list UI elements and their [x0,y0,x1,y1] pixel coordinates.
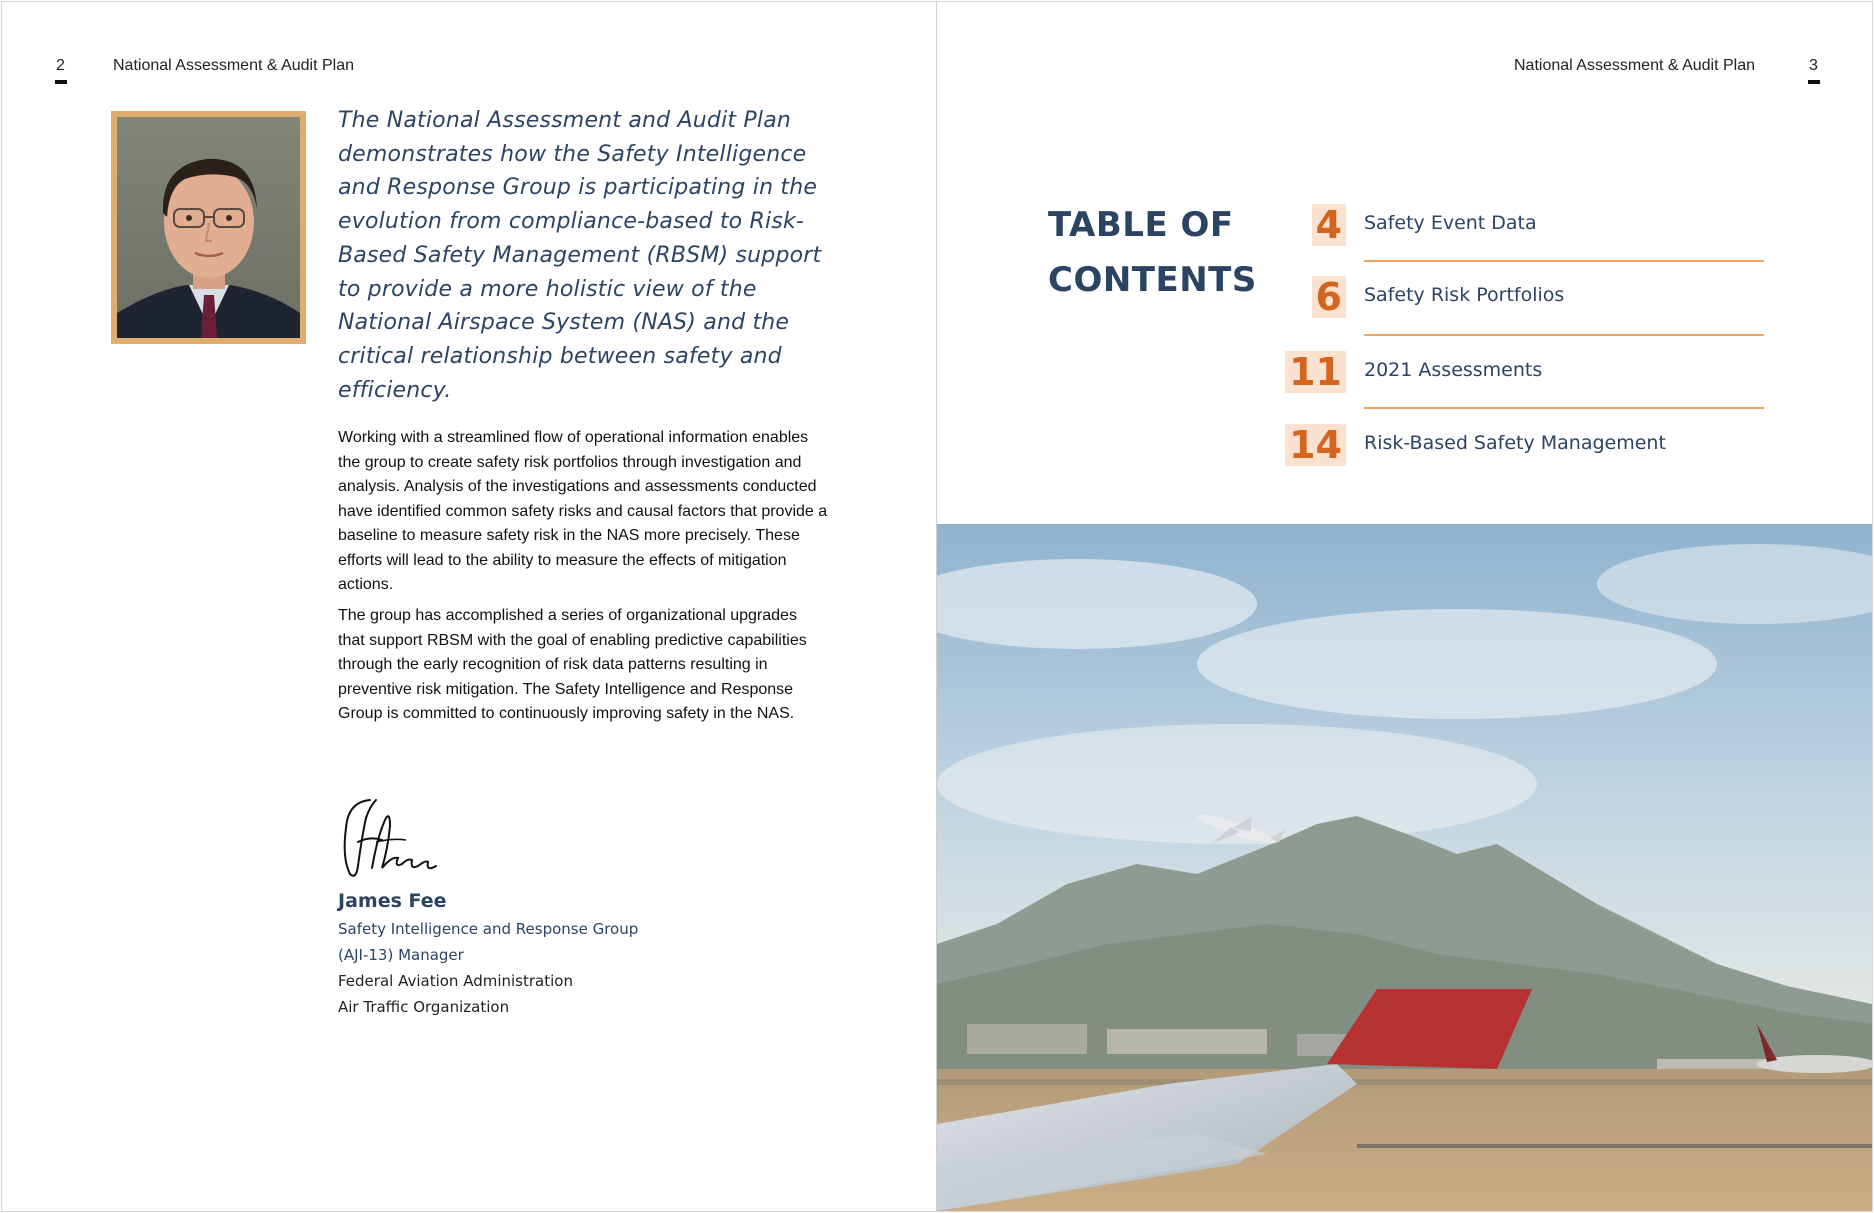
toc-divider [1364,407,1764,409]
left-page [1,1,937,1212]
body-paragraph-1: Working with a streamlined flow of operational information enables the group to create safety risk portfolios through investigation and analysis. Analysis of the investigations and assessments conducted have identified common safety risks and causal factors that provide a baseline to measure safety risk in the NAS more precisely. These efforts will lead to the ability to measure the effects of mitigation actions. [338,429,828,593]
signatory-title-2: (AJI-13) Manager [338,946,464,964]
toc-label: Risk-Based Safety Management [1364,432,1666,454]
portrait-photo [117,117,300,338]
toc-item-2021-assessments[interactable] [1290,351,1764,411]
toc-title-line-1: TABLE OF [1048,205,1234,245]
folio-mark-right [1808,80,1820,84]
right-page [937,1,1873,1212]
running-head-right: National Assessment & Audit Plan [1514,57,1756,74]
page-number-right: 3 [1809,57,1818,74]
toc-page-number: 6 [1312,276,1346,318]
signatory-title-1: Safety Intelligence and Response Group [338,920,639,938]
toc-divider [1364,334,1764,336]
toc-item-risk-based-safety-management[interactable] [1290,424,1764,484]
signatory-org-2: Air Traffic Organization [338,998,510,1016]
body-paragraph-2: The group has accomplished a series of organizational upgrades that support RBSM with the goal of enabling predictive capabilities through the early recognition of risk data patterns resulting in preventive risk mitigation. The Safety Intelligence and Response Group is committed to continuously improving safety in the NAS. [338,607,807,722]
toc-divider [1364,260,1764,262]
handwritten-signature [336,788,446,888]
portrait-frame [111,111,306,344]
portrait-illustration [117,117,300,338]
page-number-left: 2 [56,57,65,74]
toc-label: Safety Event Data [1364,212,1537,234]
toc-label: Safety Risk Portfolios [1364,284,1565,306]
airport-photo [937,524,1872,1211]
toc-title [1048,198,1257,308]
signatory-name: James Fee [338,890,447,912]
toc-item-safety-event-data[interactable] [1290,204,1764,264]
running-head-left: National Assessment & Audit Plan [113,57,355,74]
folio-mark-left [55,80,67,84]
toc-title-line-2: CONTENTS [1048,260,1257,300]
signatory-org-1: Federal Aviation Administration [338,972,573,990]
toc-page-number: 11 [1285,351,1346,393]
toc-item-safety-risk-portfolios[interactable] [1290,276,1764,336]
pull-quote: The National Assessment and Audit Plan demonstrates how the Safety Intelligence and Response Group is participating in the evolution from compliance-based to Risk-Based Safety Management (RBSM) support to provide a more holistic view of the National Airspace System (NAS) and the critical relationship between safety and efficiency. [338,108,822,403]
toc-page-number: 14 [1285,424,1346,466]
toc-label: 2021 Assessments [1364,359,1543,381]
toc-page-number: 4 [1312,204,1346,246]
